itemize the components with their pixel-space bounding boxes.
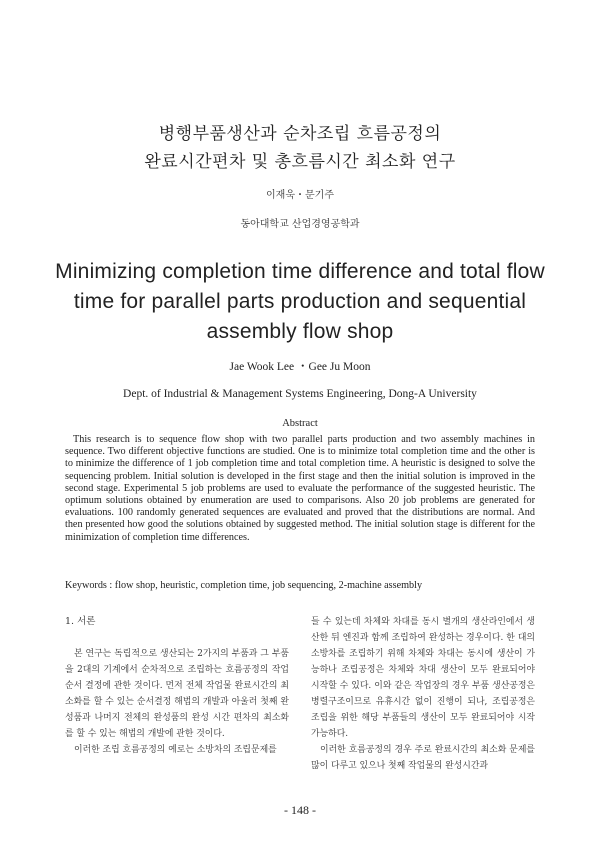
section-heading: 1. 서론 xyxy=(65,616,96,627)
body-column-left xyxy=(65,614,289,758)
english-authors: Jae Wook Lee ・Gee Ju Moon xyxy=(229,361,371,373)
english-title-line-3: assembly flow shop xyxy=(206,320,394,343)
abstract-heading: Abstract xyxy=(282,418,318,429)
korean-affiliation: 동아대학교 산업경영공학과 xyxy=(240,219,360,230)
abstract-body: This research is to sequence flow shop with two parallel parts production and two assembly machines in sequence. Two different objective functions are studied. One is to minimize total completion time and the other is to minimize the difference of 1 job completion time and total completion time. A heuristic is designed to solve the sequencing problem. Initial solution is developed in the first stage and then the initial solution is improved in the second stage. Experimental 5 job problems are used to evaluate the performance of the suggested heuristic. The optimum solutions obtained by enumeration are used to comparisons. Also 20 job problems are generated for evaluations. 100 randomly generated sequences are evaluated and proved that the distributions are normal. And then presented how good the solutions obtained by suggested method. The initial solution stage is different for the minimization of completion time differences. xyxy=(65,434,535,543)
paragraph: 들 수 있는데 차체와 차대를 동시 별개의 생산라인에서 생산한 뒤 엔진과 함께 조립하여 완성하는 경우이다. 한 대의 소방차를 조립하기 위해 차체와 차대는 동시에 생산이 가능하나 조립공정은 차체와 차대 생산이 모두 완료되어야 시작할 수 있다. 이와 같은 작업장의 경우 부품 생산공정은 병렬구조이므로 유휴시간 없이 진행이 되나, 조립공정은 조립을 위한 해당 부품들의 생산이 모두 완료되어야 시작 가능하다. xyxy=(311,617,535,739)
korean-authors: 이재욱・문기주 xyxy=(266,190,334,201)
keywords: Keywords : flow shop, heuristic, completion time, job sequencing, 2-machine assembly xyxy=(65,580,423,591)
english-title-line-2: time for parallel parts production and sequential xyxy=(73,290,527,313)
english-affiliation: Dept. of Industrial & Management Systems Engineering, Dong-A University xyxy=(123,388,477,400)
paragraph: 이러한 흐름공정의 경우 주로 완료시간의 최소화 문제를 많이 다루고 있으나 첫째 작업물의 완성시간과 xyxy=(311,745,535,771)
page-number: - 148 - xyxy=(284,803,316,817)
body-column-right xyxy=(311,614,535,774)
korean-title-line-1: 병행부품생산과 순차조립 흐름공정의 xyxy=(158,124,442,144)
paragraph: 이러한 조립 흐름공정의 예로는 소방차의 조립문제를 xyxy=(74,745,277,755)
english-title-line-1: Minimizing completion time difference and total flow xyxy=(55,260,545,283)
korean-title-line-2: 완료시간편차 및 총흐름시간 최소화 연구 xyxy=(144,152,456,172)
paragraph: 본 연구는 독립적으로 생산되는 2가지의 부품과 그 부품을 2대의 기계에서 순차적으로 조립하는 흐름공정의 작업순서 결정에 관한 것이다. 먼저 전체 작업물 완료시간의 최소화를 할 수 있는 순서결정 해법의 개발과 아울러 첫째 완성품과 나머지 전체의 완성품의 완성 시간 편차의 최소화를 할 수 있는 해법의 개발에 관한 것이다. xyxy=(65,649,289,739)
